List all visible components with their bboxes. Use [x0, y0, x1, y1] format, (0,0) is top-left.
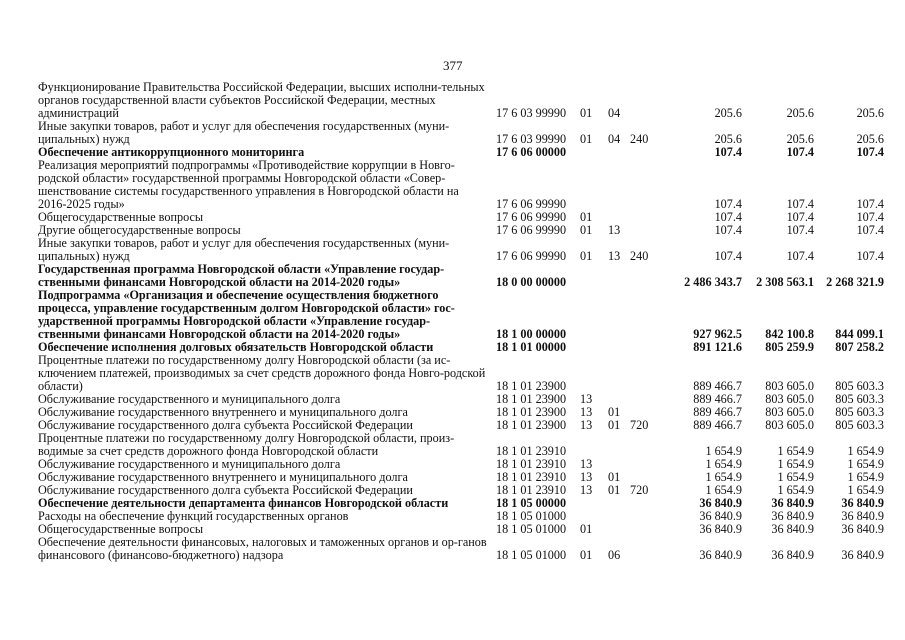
row-value-3: 107.4 [856, 197, 884, 211]
row-value-2: 1 654.9 [777, 470, 814, 484]
row-subsection [608, 432, 630, 458]
row-code: 18 1 01 23900 [496, 405, 567, 419]
row-value-1: 889 466.7 [693, 418, 742, 432]
table-row [38, 263, 884, 289]
table-row [38, 432, 884, 458]
row-value-2: 803 605.0 [765, 418, 814, 432]
row-name: Обслуживание государственного долга субъекта Российской Федерации [38, 483, 413, 497]
row-value-1: 1 654.9 [705, 457, 742, 471]
row-value-3: 805 603.3 [835, 405, 884, 419]
row-code: 18 1 01 23910 [496, 470, 567, 484]
row-expense-type [630, 146, 658, 159]
row-expense-type [630, 354, 658, 393]
row-section [580, 341, 608, 354]
row-name: Общегосударственные вопросы [38, 210, 204, 224]
row-code: 18 0 00 00000 [496, 275, 567, 289]
row-expense-type [630, 523, 658, 536]
row-section: 13 [580, 470, 593, 484]
row-subsection [608, 523, 630, 536]
row-subsection: 01 [608, 470, 621, 484]
row-subsection [608, 159, 630, 211]
row-code: 18 1 05 01000 [496, 509, 567, 523]
row-section: 01 [580, 106, 593, 120]
row-name: Обеспечение исполнения долговых обязательств Новгородской области [38, 340, 434, 354]
row-code: 18 1 01 23900 [496, 392, 567, 406]
row-section: 13 [580, 457, 593, 471]
table-row [38, 289, 884, 341]
row-section: 01 [580, 223, 593, 237]
row-value-1: 889 466.7 [693, 392, 742, 406]
row-value-1: 1 654.9 [705, 444, 742, 458]
row-value-1: 205.6 [714, 132, 742, 146]
row-subsection [608, 354, 630, 393]
row-value-2: 1 654.9 [777, 457, 814, 471]
row-section: 01 [580, 249, 593, 263]
row-expense-type [630, 510, 658, 523]
row-section [580, 159, 608, 211]
row-value-3: 36 840.9 [841, 509, 884, 523]
row-name: Обслуживание государственного и муниципального долга [38, 457, 341, 471]
row-value-3: 107.4 [856, 145, 884, 159]
row-value-2: 205.6 [786, 106, 814, 120]
row-name: Общегосударственные вопросы [38, 522, 204, 536]
row-name: Обслуживание государственного внутреннего и муниципального долга [38, 470, 408, 484]
row-subsection [608, 341, 630, 354]
row-expense-type: 720 [630, 418, 649, 432]
row-expense-type [630, 289, 658, 341]
row-section: 13 [580, 418, 593, 432]
row-value-2: 205.6 [786, 132, 814, 146]
row-subsection: 01 [608, 405, 621, 419]
row-name: Процентные платежи по государственному долгу Новгородской области (за ис-ключением платежей, производимых за счет средств дорожного фонда Новго-родской области) [38, 353, 486, 393]
row-subsection: 04 [608, 106, 621, 120]
row-name: Государственная программа Новгородской области «Управление государ-ственными финансами Новгородской области на 2014-2020 годы» [38, 262, 445, 289]
row-value-2: 805 259.9 [765, 340, 814, 354]
row-value-3: 107.4 [856, 223, 884, 237]
row-value-1: 889 466.7 [693, 379, 742, 393]
row-section [580, 432, 608, 458]
row-value-3: 205.6 [856, 106, 884, 120]
page-number: 377 [443, 58, 463, 73]
row-value-2: 1 654.9 [777, 483, 814, 497]
row-code: 18 1 01 00000 [496, 340, 567, 354]
row-code: 18 1 01 23910 [496, 457, 567, 471]
row-expense-type: 240 [630, 249, 649, 263]
row-value-3: 205.6 [856, 132, 884, 146]
row-expense-type [630, 432, 658, 458]
row-subsection: 01 [608, 418, 621, 432]
row-value-1: 107.4 [714, 223, 742, 237]
row-value-1: 107.4 [714, 249, 742, 263]
row-value-1: 36 840.9 [699, 496, 742, 510]
row-code: 18 1 05 01000 [496, 548, 567, 562]
row-section: 01 [580, 548, 593, 562]
row-name: Подпрограмма «Организация и обеспечение осуществления бюджетного процесса, управление государственным долгом Новгородской области» гос-ударственной программы Новгородской области «Управление государ-ственными финансами Новгородской области на 2014-2020 годы» [38, 288, 455, 341]
row-section: 01 [580, 522, 593, 536]
row-expense-type [630, 159, 658, 211]
row-code: 18 1 05 00000 [496, 496, 567, 510]
row-code: 18 1 01 23900 [496, 379, 567, 393]
table-row [38, 536, 884, 562]
row-value-3: 36 840.9 [841, 522, 884, 536]
row-code: 17 6 06 99990 [496, 210, 567, 224]
row-name: Процентные платежи по государственному долгу Новгородской области, произ-водимые за счет средств дорожного фонда Новгородской области [38, 431, 455, 458]
row-value-2: 36 840.9 [771, 548, 814, 562]
row-expense-type: 720 [630, 483, 649, 497]
row-value-2: 107.4 [786, 223, 814, 237]
budget-table [38, 81, 884, 562]
row-value-1: 107.4 [714, 210, 742, 224]
row-code: 18 1 00 00000 [496, 327, 567, 341]
row-expense-type [630, 224, 658, 237]
row-expense-type [630, 536, 658, 562]
row-section: 13 [580, 405, 593, 419]
row-name: Расходы на обеспечение функций государственных органов [38, 509, 349, 523]
row-value-2: 803 605.0 [765, 405, 814, 419]
row-value-3: 36 840.9 [841, 548, 884, 562]
row-value-1: 107.4 [714, 145, 742, 159]
row-code: 18 1 01 23910 [496, 444, 567, 458]
row-value-2: 107.4 [786, 145, 814, 159]
row-value-3: 805 603.3 [835, 392, 884, 406]
row-subsection [608, 510, 630, 523]
row-value-1: 927 962.5 [693, 327, 742, 341]
row-section [580, 354, 608, 393]
row-expense-type [630, 393, 658, 406]
row-value-3: 805 603.3 [835, 379, 884, 393]
row-value-2: 842 100.8 [765, 327, 814, 341]
row-section: 01 [580, 210, 593, 224]
row-section [580, 289, 608, 341]
row-value-3: 805 603.3 [835, 418, 884, 432]
row-expense-type: 240 [630, 132, 649, 146]
row-value-3: 1 654.9 [847, 444, 884, 458]
row-subsection [608, 146, 630, 159]
row-name: Обеспечение антикоррупционного мониторинга [38, 145, 305, 159]
row-section: 13 [580, 483, 593, 497]
row-name: Другие общегосударственные вопросы [38, 223, 241, 237]
row-code: 17 6 03 99990 [496, 106, 567, 120]
row-subsection: 13 [608, 223, 621, 237]
row-value-1: 36 840.9 [699, 522, 742, 536]
row-value-3: 1 654.9 [847, 457, 884, 471]
row-section: 13 [580, 392, 593, 406]
row-code: 18 1 01 23910 [496, 483, 567, 497]
row-section: 01 [580, 132, 593, 146]
row-value-1: 2 486 343.7 [684, 275, 742, 289]
row-value-1: 1 654.9 [705, 483, 742, 497]
row-code: 18 1 05 01000 [496, 522, 567, 536]
row-value-2: 36 840.9 [771, 522, 814, 536]
row-subsection: 01 [608, 483, 621, 497]
table-row [38, 120, 884, 146]
row-value-2: 36 840.9 [771, 509, 814, 523]
table-row [38, 159, 884, 211]
row-name: Функционирование Правительства Российской Федерации, высших исполни-тельных органов государственной власти субъектов Российской Федерации, местных администраций [38, 80, 485, 120]
row-section [580, 263, 608, 289]
row-expense-type [630, 458, 658, 471]
row-subsection [608, 289, 630, 341]
row-value-2: 803 605.0 [765, 379, 814, 393]
row-value-1: 889 466.7 [693, 405, 742, 419]
row-value-1: 891 121.6 [693, 340, 742, 354]
row-value-2: 803 605.0 [765, 392, 814, 406]
row-value-3: 844 099.1 [835, 327, 884, 341]
row-value-2: 107.4 [786, 197, 814, 211]
row-code: 18 1 01 23900 [496, 418, 567, 432]
row-name: Обеспечение деятельности департамента финансов Новгородской области [38, 496, 449, 510]
row-code: 17 6 06 99990 [496, 249, 567, 263]
row-value-1: 36 840.9 [699, 509, 742, 523]
row-value-1: 107.4 [714, 197, 742, 211]
row-subsection: 13 [608, 249, 621, 263]
table-row [38, 81, 884, 120]
row-code: 17 6 06 99990 [496, 223, 567, 237]
row-value-3: 1 654.9 [847, 470, 884, 484]
row-name: Обеспечение деятельности финансовых, налоговых и таможенных органов и ор-ганов финансового (финансово-бюджетного) надзора [38, 535, 487, 562]
row-section [580, 146, 608, 159]
row-value-3: 807 258.2 [835, 340, 884, 354]
table-row [38, 237, 884, 263]
row-value-3: 2 268 321.9 [826, 275, 884, 289]
row-section [580, 497, 608, 510]
row-code: 17 6 06 99990 [496, 197, 567, 211]
row-expense-type [630, 497, 658, 510]
row-expense-type [630, 211, 658, 224]
row-code: 17 6 03 99990 [496, 132, 567, 146]
row-expense-type [630, 263, 658, 289]
row-value-3: 107.4 [856, 210, 884, 224]
row-value-3: 107.4 [856, 249, 884, 263]
row-name: Реализация мероприятий подпрограммы «Противодействие коррупции в Новго-родской области» государственной программы Новгородской области «Совер-шенствование системы государственного управления в Новгородской области на 2016-2025 годы» [38, 158, 459, 211]
row-value-1: 1 654.9 [705, 470, 742, 484]
row-value-2: 2 308 563.1 [756, 275, 814, 289]
row-value-2: 1 654.9 [777, 444, 814, 458]
row-subsection: 06 [608, 548, 621, 562]
row-expense-type [630, 81, 658, 120]
row-value-2: 107.4 [786, 249, 814, 263]
row-name: Иные закупки товаров, работ и услуг для обеспечения государственных (муни-ципальных) нужд [38, 119, 450, 146]
row-subsection [608, 263, 630, 289]
row-name: Обслуживание государственного и муниципального долга [38, 392, 341, 406]
row-value-3: 36 840.9 [841, 496, 884, 510]
row-expense-type [630, 341, 658, 354]
row-value-1: 36 840.9 [699, 548, 742, 562]
row-value-2: 36 840.9 [771, 496, 814, 510]
row-subsection: 04 [608, 132, 621, 146]
row-name: Иные закупки товаров, работ и услуг для обеспечения государственных (муни-ципальных) нужд [38, 236, 450, 263]
row-subsection [608, 497, 630, 510]
row-value-2: 107.4 [786, 210, 814, 224]
row-code: 17 6 06 00000 [496, 145, 567, 159]
row-name: Обслуживание государственного внутреннего и муниципального долга [38, 405, 408, 419]
row-value-1: 205.6 [714, 106, 742, 120]
row-name: Обслуживание государственного долга субъекта Российской Федерации [38, 418, 413, 432]
table-row [38, 354, 884, 393]
row-value-3: 1 654.9 [847, 483, 884, 497]
